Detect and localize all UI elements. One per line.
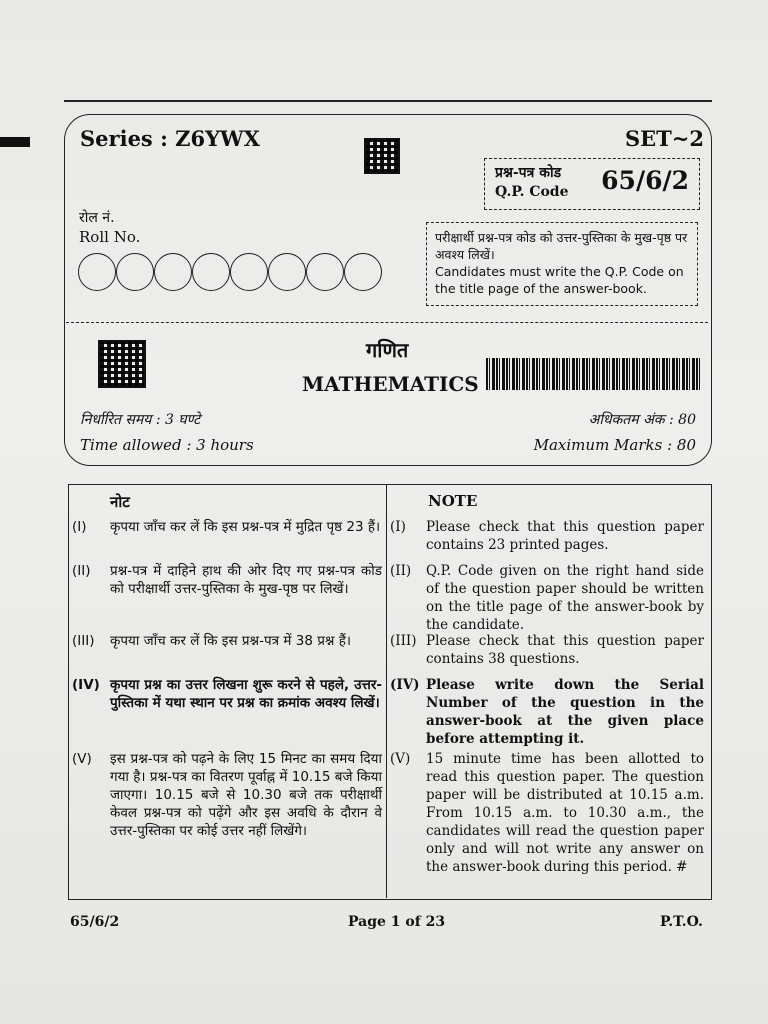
note-text: Q.P. Code given on the right hand side of the question paper should be written on the title page of the answer-book by the candidate. bbox=[426, 563, 704, 633]
top-rule bbox=[64, 100, 712, 102]
roll-digit-circle[interactable] bbox=[268, 253, 306, 291]
note-text: कृपया प्रश्न का उत्तर लिखना शुरू करने से पहले, उत्तर-पुस्तिका में यथा स्थान पर प्रश्न का क्रमांक अवश्य लिखें। bbox=[110, 677, 382, 711]
roll-label-hindi: रोल नं. bbox=[79, 210, 115, 226]
note-heading-english: NOTE bbox=[428, 492, 478, 510]
note-text: 15 minute time has been allotted to read this question paper. The question paper will be distributed at 10.15 a.m. From 10.15 a.m. to 10.30 a.m., the candidates will read the question paper only and will not write any answer on the answer-book during this period. # bbox=[426, 751, 704, 875]
note-number: (IV) bbox=[390, 677, 420, 693]
note-number: (V) bbox=[390, 751, 411, 767]
note-heading-hindi: नोट bbox=[110, 493, 130, 511]
notice-english: Candidates must write the Q.P. Code on the title page of the answer-book. bbox=[435, 264, 684, 296]
note-number: (II) bbox=[72, 563, 91, 579]
note-number: (V) bbox=[72, 751, 92, 767]
notes-column-divider bbox=[386, 484, 387, 898]
note-text: कृपया जाँच कर लें कि इस प्रश्न-पत्र में मुद्रित पृष्ठ 23 हैं। bbox=[110, 519, 381, 535]
max-marks-english: Maximum Marks : 80 bbox=[533, 436, 696, 454]
time-allowed-english: Time allowed : 3 hours bbox=[80, 436, 254, 454]
roll-digit-circle[interactable] bbox=[344, 253, 382, 291]
note-number: (III) bbox=[72, 633, 95, 649]
note-text: Please check that this question paper contains 38 questions. bbox=[426, 633, 704, 667]
note-number: (I) bbox=[72, 519, 87, 535]
roll-digit-circle[interactable] bbox=[192, 253, 230, 291]
subject-hindi: गणित bbox=[366, 338, 409, 362]
roll-digit-circle[interactable] bbox=[306, 253, 344, 291]
note-text: Please write down the Serial Number of the question in the answer-book at the given place before attempting it. bbox=[426, 677, 704, 747]
note-number: (III) bbox=[390, 633, 417, 649]
max-marks-hindi: अधिकतम अंक : 80 bbox=[588, 412, 696, 428]
qp-code-box bbox=[484, 158, 700, 210]
note-number: (II) bbox=[390, 563, 412, 579]
note-text: कृपया जाँच कर लें कि इस प्रश्न-पत्र में 38 प्रश्न हैं। bbox=[110, 633, 352, 649]
roll-label-english: Roll No. bbox=[79, 228, 141, 246]
notice-hindi: परीक्षार्थी प्रश्न-पत्र कोड को उत्तर-पुस्तिका के मुख-पृष्ठ पर अवश्य लिखें। bbox=[435, 230, 688, 262]
roll-digit-circle[interactable] bbox=[154, 253, 192, 291]
footer-pto: P.T.O. bbox=[660, 914, 703, 930]
series-label: Series : Z6YWX bbox=[80, 126, 260, 151]
note-number: (I) bbox=[390, 519, 406, 535]
dashed-separator bbox=[66, 322, 708, 323]
barcode bbox=[486, 358, 700, 390]
roll-digit-circle[interactable] bbox=[230, 253, 268, 291]
margin-mark bbox=[0, 137, 30, 147]
set-label: SET~2 bbox=[625, 126, 705, 151]
qp-code-value: 65/6/2 bbox=[601, 166, 689, 195]
candidate-notice-box bbox=[426, 222, 698, 306]
note-text: Please check that this question paper contains 23 printed pages. bbox=[426, 519, 704, 553]
note-text: प्रश्न-पत्र में दाहिने हाथ की ओर दिए गए प्रश्न-पत्र कोड को परीक्षार्थी उत्तर-पुस्तिका के मुख-पृष्ठ पर लिखें। bbox=[110, 563, 382, 597]
note-number: (IV) bbox=[72, 677, 100, 693]
footer-page-number: Page 1 of 23 bbox=[348, 914, 446, 930]
subject-english: MATHEMATICS bbox=[302, 372, 479, 396]
roll-digit-circle[interactable] bbox=[116, 253, 154, 291]
roll-number-circles bbox=[78, 253, 382, 291]
qp-label-english: Q.P. Code bbox=[495, 184, 569, 200]
qr-code-subject bbox=[98, 340, 146, 388]
time-allowed-hindi: निर्धारित समय : 3 घण्टे bbox=[80, 412, 201, 428]
footer-code: 65/6/2 bbox=[70, 914, 120, 930]
qr-code-top bbox=[364, 138, 400, 174]
note-text: इस प्रश्न-पत्र को पढ़ने के लिए 15 मिनट का समय दिया गया है। प्रश्न-पत्र का वितरण पूर्वाह्न में 10.15 बजे किया जाएगा। 10.15 बजे से 10.30 बजे तक परीक्षार्थी केवल प्रश्न-पत्र को पढ़ेंगे और इस अवधि के दौरान वे उत्तर-पुस्तिका पर कोई उत्तर नहीं लिखेंगे। bbox=[110, 751, 382, 839]
roll-digit-circle[interactable] bbox=[78, 253, 116, 291]
qp-label-hindi: प्रश्न-पत्र कोड bbox=[495, 165, 562, 181]
